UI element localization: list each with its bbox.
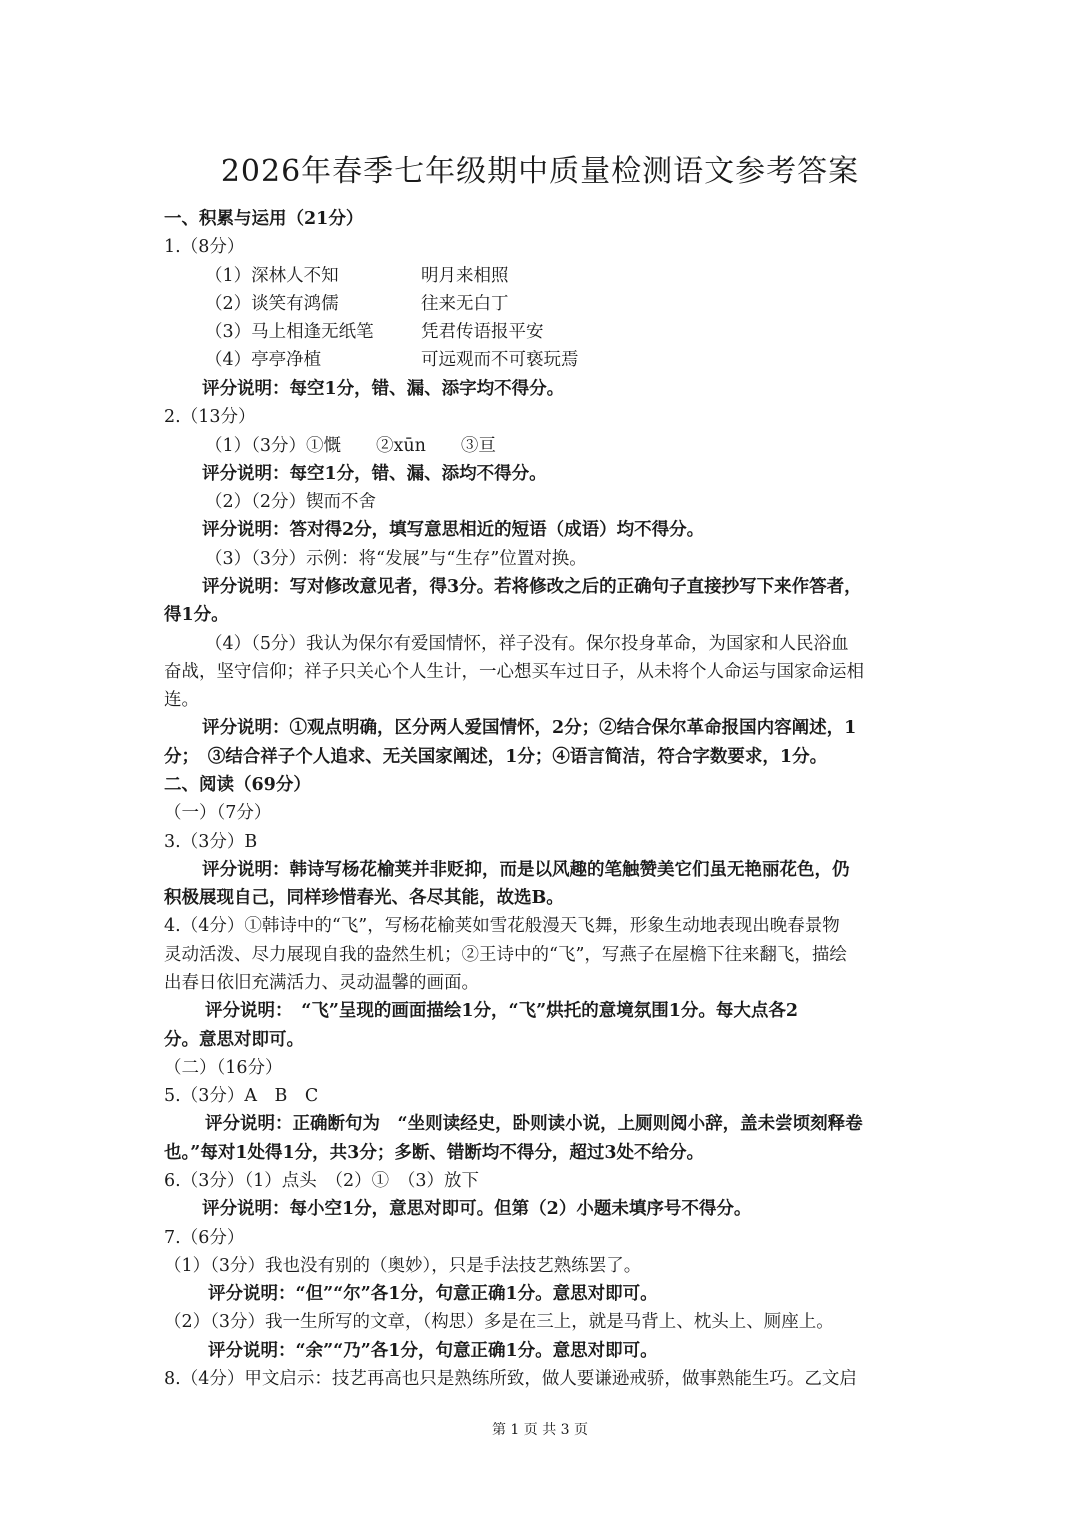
q6-answer: 6.（3分）（1）点头 （2）① （3）放下 xyxy=(164,1171,479,1191)
q2-part-2: （2）（2分）锲而不舍 xyxy=(205,492,377,512)
q2-part-1: （1）（3分）①慨 ②xūn ③亘 xyxy=(205,436,496,456)
q2-part-4-line-3: 连。 xyxy=(164,690,199,710)
q2-part-3-note-line-2: 得1分。 xyxy=(164,605,229,625)
page-title: 2026年春季七年级期中质量检测语文参考答案 xyxy=(220,154,860,189)
q2-part-4-note-line-2: 分； ③结合祥子个人追求、无关国家阐述，1分；④语言简洁，符合字数要求，1分。 xyxy=(164,747,828,767)
q2-label: 2.（13分） xyxy=(164,407,256,427)
q2-part-3-note-line-1: 评分说明：写对修改意见者，得3分。若将修改之后的正确句子直接抄写下来作答者， xyxy=(202,577,862,597)
q2-part-4-line-1: （4）（5分）我认为保尔有爱国情怀，祥子没有。保尔投身革命，为国家和人民浴血 xyxy=(205,634,849,654)
q1-row-2-a: （2）谈笑有鸿儒 xyxy=(205,294,339,314)
q8-line-1: 8.（4分）甲文启示：技艺再高也只是熟练所致，做人要谦逊戒骄，做事熟能生巧。乙文启 xyxy=(164,1369,857,1389)
q2-part-3: （3）（3分）示例：将“发展”与“生存”位置对换。 xyxy=(205,549,587,569)
q5-answer: 5.（3分）A B C xyxy=(164,1086,319,1106)
q1-row-3-a: （3）马上相逢无纸笔 xyxy=(205,322,374,342)
section-heading-2: 二、阅读（69分） xyxy=(164,775,311,795)
q2-part-4-line-2: 奋战，坚守信仰；祥子只关心个人生计，一心想买车过日子，从未将个人命运与国家命运相 xyxy=(164,662,864,682)
q3-note-line-2: 积极展现自己，同样珍惜春光、各尽其能，故选B。 xyxy=(164,888,564,908)
section-heading-1: 一、积累与运用（21分） xyxy=(164,209,364,229)
q5-note-line-2: 也。”每对1处得1分，共3分；多断、错断均不得分，超过3处不给分。 xyxy=(164,1143,705,1163)
reading-part-1: （一）（7分） xyxy=(164,803,272,823)
q7-part-1: （1）（3分）我也没有别的（奥妙），只是手法技艺熟练罢了。 xyxy=(164,1256,642,1276)
q1-row-3-b: 凭君传语报平安 xyxy=(421,322,544,342)
q3-answer: 3.（3分）B xyxy=(164,832,258,852)
q2-part-1-note: 评分说明：每空1分，错、漏、添均不得分。 xyxy=(202,464,547,484)
page-footer: 第 1 页 共 3 页 xyxy=(491,1422,589,1438)
q1-label: 1.（8分） xyxy=(164,237,245,257)
q4-line-2: 灵动活泼、尽力展现自我的盎然生机；②王诗中的“飞”，写燕子在屋檐下往来翻飞，描绘 xyxy=(164,945,847,965)
q4-line-1: 4.（4分）①韩诗中的“飞”，写杨花榆荚如雪花般漫天飞舞，形象生动地表现出晚春景物 xyxy=(164,916,840,936)
q1-row-1-a: （1）深林人不知 xyxy=(205,266,339,286)
q7-label: 7.（6分） xyxy=(164,1228,245,1248)
q4-note-line-2: 分。意思对即可。 xyxy=(164,1030,304,1050)
q1-row-4-a: （4）亭亭净植 xyxy=(205,350,322,370)
q7-part-1-note: 评分说明：“但”“尔”各1分，句意正确1分。意思对即可。 xyxy=(208,1284,658,1304)
q3-note-line-1: 评分说明：韩诗写杨花榆荚并非贬抑，而是以风趣的笔触赞美它们虽无艳丽花色，仍 xyxy=(202,860,850,880)
q1-row-2-b: 往来无白丁 xyxy=(421,294,509,314)
q6-note: 评分说明：每小空1分，意思对即可。但第（2）小题未填序号不得分。 xyxy=(202,1199,752,1219)
q4-note-line-1: 评分说明： “飞”呈现的画面描绘1分，“飞”烘托的意境氛围1分。每大点各2 xyxy=(205,1001,799,1021)
reading-part-2: （二）（16分） xyxy=(164,1058,283,1078)
q5-note-line-1: 评分说明：正确断句为 “坐则读经史，卧则读小说，上厕则阅小辞，盖未尝顷刻释卷 xyxy=(205,1114,863,1134)
q4-line-3: 出春日依旧充满活力、灵动温馨的画面。 xyxy=(164,973,479,993)
q1-row-4-b: 可远观而不可亵玩焉 xyxy=(421,350,579,370)
q7-part-2: （2）（3分）我一生所写的文章，（构思）多是在三上，就是马背上、枕头上、厕座上。 xyxy=(164,1312,834,1332)
q1-scoring-note: 评分说明：每空1分，错、漏、添字均不得分。 xyxy=(202,379,565,399)
q2-part-4-note-line-1: 评分说明：①观点明确，区分两人爱国情怀，2分；②结合保尔革命报国内容阐述，1 xyxy=(202,718,857,738)
q1-row-1-b: 明月来相照 xyxy=(421,266,509,286)
q2-part-2-note: 评分说明：答对得2分，填写意思相近的短语（成语）均不得分。 xyxy=(202,520,705,540)
q7-part-2-note: 评分说明：“余”“乃”各1分，句意正确1分。意思对即可。 xyxy=(208,1341,658,1361)
